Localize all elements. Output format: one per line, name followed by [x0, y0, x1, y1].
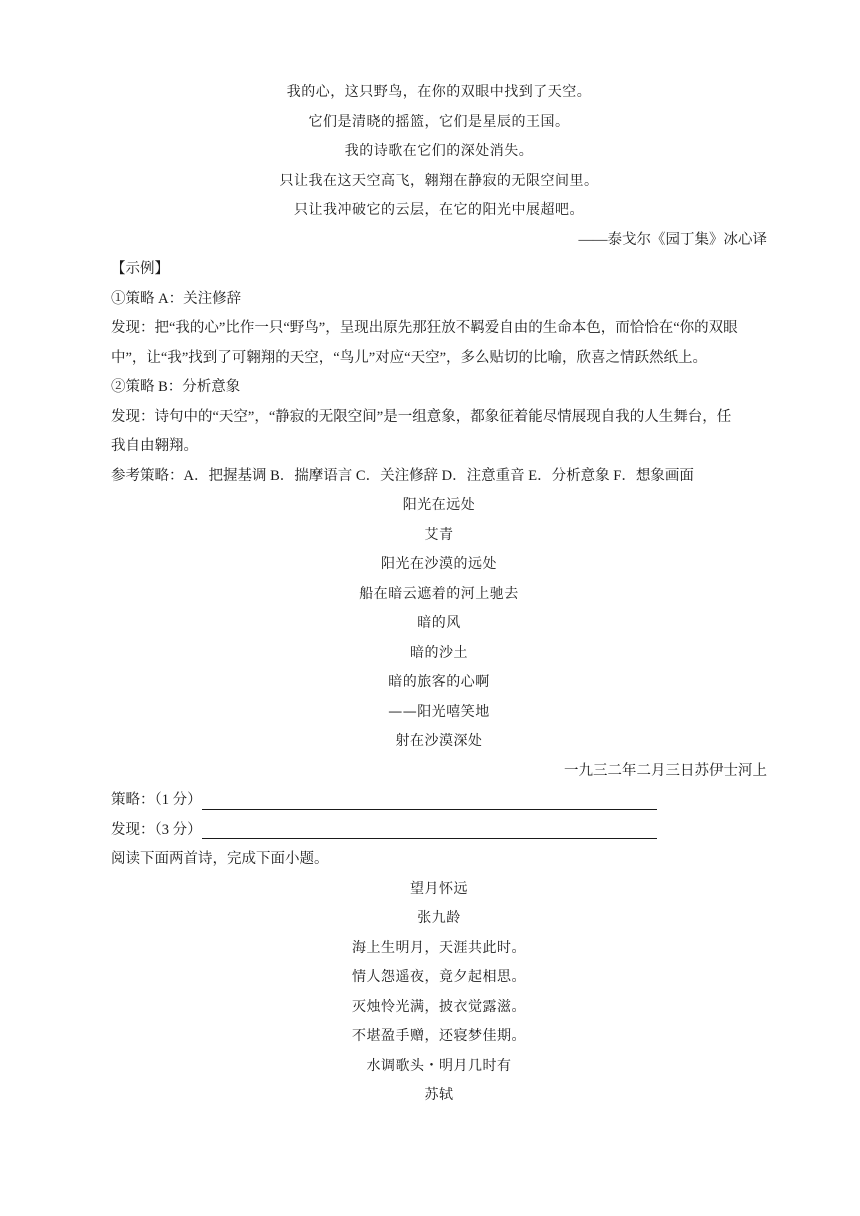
reference-strategies: 参考策略：A．把握基调 B．揣摩语言 C．关注修辞 D．注意重音 E．分析意象 F．想象画面 [111, 467, 694, 484]
poem-aiqing [111, 491, 767, 786]
poem-tagore [111, 78, 767, 255]
poem-author: 张九龄 [417, 910, 461, 926]
poem-zhangjiuling [111, 875, 767, 1052]
poem-author: 苏轼 [424, 1087, 454, 1103]
poem-line: 我的心，这只野鸟，在你的双眼中找到了天空。 [286, 84, 592, 100]
finding-answer-blank[interactable] [202, 821, 657, 839]
poem-date: 一九三二年二月三日苏伊士河上 [564, 762, 767, 779]
strategy-answer-blank[interactable] [202, 792, 657, 810]
poem-title: 望月怀远 [410, 880, 468, 897]
strategy-b-finding-cont: 我自由翱翔。 [111, 438, 198, 454]
strategy-b-title: ②策略 B：分析意象 [111, 379, 241, 395]
answer-section [111, 786, 767, 845]
poem-author: 艾青 [424, 526, 454, 543]
poem-title: 阳光在远处 [402, 497, 476, 513]
poem-line: 暗的沙土 [410, 644, 468, 661]
poem-line: 不堪盈手赠，还寝梦佳期。 [352, 1028, 526, 1044]
strategy-a-finding-cont: 中”，让“我”找到了可翱翔的天空，“鸟儿”对应“天空”，多么贴切的比喻，欣喜之情跃然纸上。 [111, 349, 708, 366]
strategy-answer-label: 策略：（1 分） [111, 792, 202, 808]
example-heading: 【示例】 [111, 261, 169, 277]
poem-line: 暗的旅客的心啊 [388, 674, 490, 690]
example-section [111, 255, 767, 491]
poem-line: 它们是清晓的摇篮，它们是星辰的王国。 [308, 113, 570, 130]
poem-source: ——泰戈尔《园丁集》冰心译 [578, 231, 767, 248]
poem-line: 海上生明月，天涯共此时。 [352, 939, 526, 956]
poem-line: 暗的风 [417, 615, 461, 631]
document-page [111, 78, 767, 1111]
poem-line: 船在暗云遮着的河上驰去 [359, 585, 519, 602]
strategy-b-finding: 发现：诗句中的“天空”，“静寂的无限空间”是一组意象，都象征着能尽情展现自我的人生舞台，任 [111, 408, 732, 425]
finding-answer-label: 发现：（3 分） [111, 821, 202, 838]
poem-line: 只让我冲破它的云层，在它的阳光中展超吧。 [294, 202, 584, 218]
poem-line: 射在沙漠深处 [395, 733, 483, 749]
finding-answer-row [111, 816, 767, 846]
strategy-a-title: ①策略 A：关注修辞 [111, 290, 242, 307]
poem-line: 我的诗歌在它们的深处消失。 [344, 143, 534, 159]
instruction-text: 阅读下面两首诗，完成下面小题。 [111, 851, 329, 867]
poem-line: 灭烛怜光满，披衣觉露滋。 [352, 998, 526, 1015]
poem-title: 水调歌头・明月几时有 [366, 1057, 512, 1074]
poem-line: 阳光在沙漠的远处 [381, 556, 497, 572]
poem-line: 情人怨遥夜，竟夕起相思。 [352, 969, 526, 985]
strategy-answer-row [111, 786, 767, 816]
strategy-a-finding: 发现：把“我的心”比作一只“野鸟”，呈现出原先那狂放不羁爱自由的生命本色，而恰恰在“你的双眼 [111, 320, 738, 336]
poem-line: 只让我在这天空高飞，翱翔在静寂的无限空间里。 [279, 172, 599, 189]
poem-line: ——阳光嘻笑地 [388, 703, 490, 720]
poem-sushi [111, 1052, 767, 1111]
